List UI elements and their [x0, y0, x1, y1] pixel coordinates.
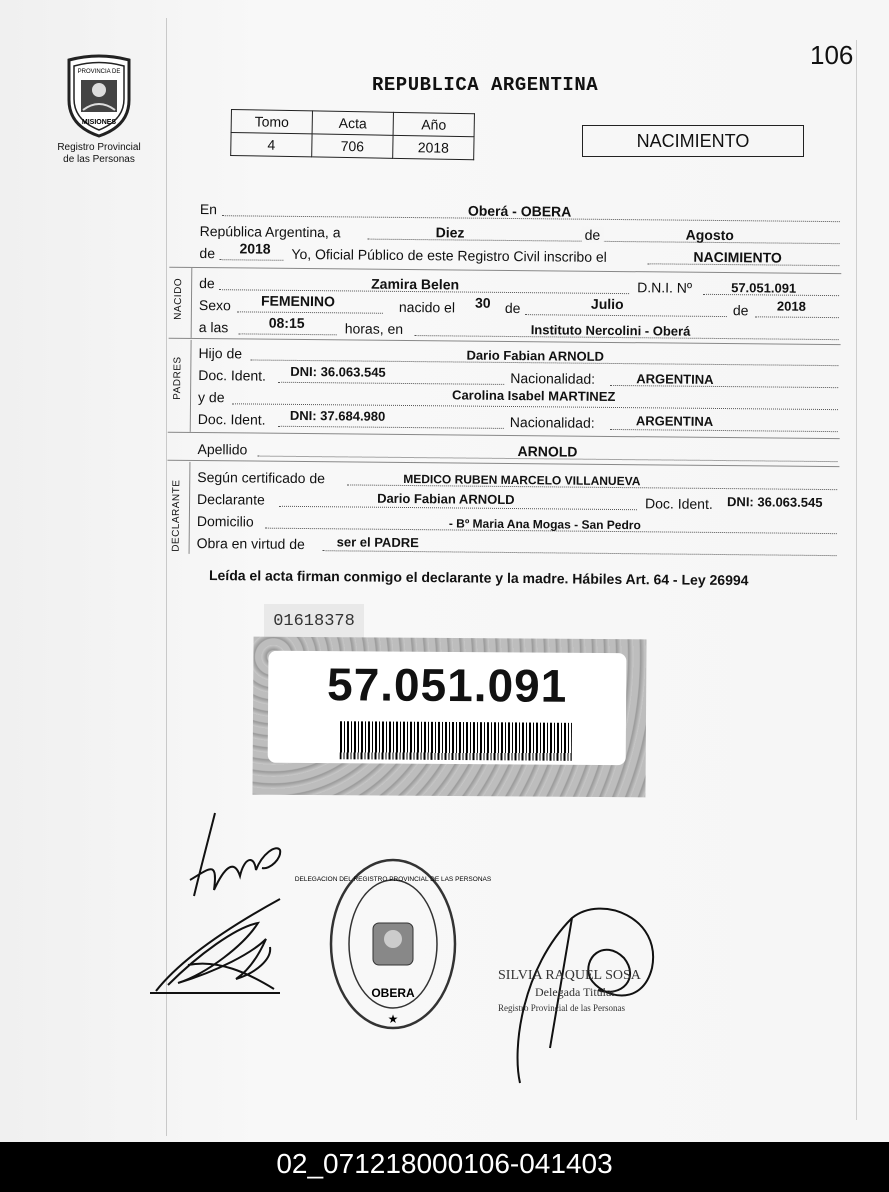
obra-label: Obra en virtud de [196, 534, 305, 553]
official-signature-block [498, 968, 641, 1016]
signature-official-initials [180, 808, 290, 903]
row-apellido [197, 436, 837, 464]
acta-header: Acta [312, 111, 393, 135]
padre-nac-label: Nacionalidad: [510, 369, 596, 387]
star-icon: ★ [387, 1012, 399, 1026]
lugar-value: Instituto Nercolini - Oberá [530, 322, 691, 339]
birth-record-form [170, 196, 845, 553]
madre-nac: ARGENTINA [635, 413, 714, 429]
dotted-line [323, 550, 837, 556]
birth-month: Julio [590, 295, 624, 313]
section-divider [189, 462, 191, 554]
padre-doc: DNI: 36.063.545 [290, 363, 386, 380]
padre-doc-label: Doc. Ident. [198, 366, 267, 384]
right-margin-rule [856, 40, 857, 1120]
declarante-label: Declarante [197, 490, 265, 508]
horas-en-label: horas, en [344, 320, 404, 337]
nombre-value: Zamira Belen [371, 275, 460, 293]
y-de-label: y de [197, 388, 225, 406]
en-label: En [199, 200, 218, 218]
document-title: REPUBLICA ARGENTINA [372, 74, 599, 96]
year-value: 2018 [239, 240, 271, 257]
apellido-value: ARNOLD [517, 443, 578, 460]
de-year-label: de [199, 244, 216, 262]
madre-value: Carolina Isabel MARTINEZ [452, 387, 616, 404]
anio-header: Año [393, 112, 474, 136]
birth-day: 30 [474, 294, 491, 311]
section-divider [190, 340, 192, 432]
logo-text-bottom: MISIONES [81, 119, 117, 126]
official-name: SILVIA RAQUEL SOSA [498, 968, 641, 983]
official-org: Registro Provincial de las Personas [498, 1003, 625, 1013]
dotted-line [219, 259, 283, 261]
dotted-line [610, 429, 838, 432]
act-type-box: NACIMIENTO [582, 125, 804, 157]
padre-value: Dario Fabian ARNOLD [466, 347, 605, 364]
day-value: Diez [435, 224, 465, 241]
footer-code-bar [0, 1142, 889, 1192]
domicilio-value: - Bº Maria Ana Mogas - San Pedro [448, 516, 641, 533]
sticker-panel [268, 651, 627, 765]
madre-nac-label: Nacionalidad: [509, 413, 595, 431]
section-divider [191, 268, 193, 338]
inscribo-value: NACIMIENTO [693, 248, 782, 266]
section-label-declarante: DECLARANTE [170, 479, 183, 552]
republica-label: República Argentina, a [199, 222, 341, 241]
signature-declarant [148, 893, 288, 998]
madre-doc: DNI: 37.684.980 [289, 407, 386, 424]
logo-caption [40, 142, 158, 166]
serial-number: 01618378 [264, 604, 364, 638]
sexo-label: Sexo [198, 296, 231, 314]
seal-text: DELEGACION DEL REGISTRO PROVINCIAL DE LAS PERSONAS [294, 876, 492, 883]
tomo-value: 4 [231, 133, 312, 157]
de-month-label: de [504, 299, 521, 317]
certificado-value: MEDICO RUBEN MARCELO VILLANUEVA [403, 471, 641, 489]
a-las-label: a las [198, 318, 229, 336]
declarante-doc-label: Doc. Ident. [644, 495, 713, 512]
nacido-el-label: nacido el [398, 298, 456, 316]
sexo-value: FEMENINO [260, 292, 335, 310]
registry-table [230, 109, 475, 160]
logo-caption-line2: de las Personas [63, 154, 135, 165]
oficial-text: Yo, Oficial Público de este Registro Civil inscribo el [291, 245, 607, 265]
dotted-line [755, 316, 839, 318]
sticker-number: 57.051.091 [326, 658, 568, 712]
dni-label: D.N.I. Nº [637, 279, 693, 296]
declarante-value: Dario Fabian ARNOLD [377, 490, 515, 508]
dotted-line [239, 333, 337, 335]
anio-value: 2018 [393, 135, 474, 159]
madre-doc-label: Doc. Ident. [197, 410, 266, 428]
month-value: Agosto [685, 226, 734, 244]
seal-city: OBERA [371, 986, 415, 1000]
hora-value: 08:15 [268, 314, 305, 332]
logo-caption-line1: Registro Provincial [57, 142, 141, 153]
dni-value: 57.051.091 [731, 280, 797, 296]
obra-value: ser el PADRE [336, 534, 419, 551]
official-seal [294, 857, 492, 1032]
apellido-label: Apellido [197, 440, 248, 458]
id-sticker [252, 637, 646, 798]
padre-nac: ARGENTINA [636, 371, 714, 387]
province-shield-logo [64, 52, 134, 138]
de-label: de [582, 227, 604, 243]
page-number: 106 [810, 40, 854, 70]
acta-value: 706 [312, 134, 393, 158]
domicilio-label: Domicilio [196, 512, 254, 530]
dotted-line [278, 426, 504, 429]
footer-code: 02_071218000106-041403 [276, 1148, 613, 1179]
en-value: Oberá - OBERA [467, 202, 572, 220]
hijo-de-label: Hijo de [198, 344, 243, 362]
closing-text: Leída el acta firman conmigo el declarante y la madre. Hábiles Art. 64 - Ley 26994 [208, 567, 749, 589]
official-role: Delegada Titular [535, 985, 616, 999]
barcode [340, 721, 572, 761]
declarante-doc: DNI: 36.063.545 [727, 494, 823, 510]
dotted-line [237, 311, 383, 313]
certificado-label: Según certificado de [197, 468, 326, 487]
section-label-nacido: NACIDO [172, 277, 185, 320]
logo-text-top: PROVINCIA DE [77, 69, 121, 75]
birth-year: 2018 [776, 298, 806, 314]
tomo-header: Tomo [231, 110, 312, 134]
de-birth-year-label: de [732, 302, 749, 319]
section-label-padres: PADRES [172, 356, 184, 400]
de-nombre-label: de [199, 274, 215, 292]
